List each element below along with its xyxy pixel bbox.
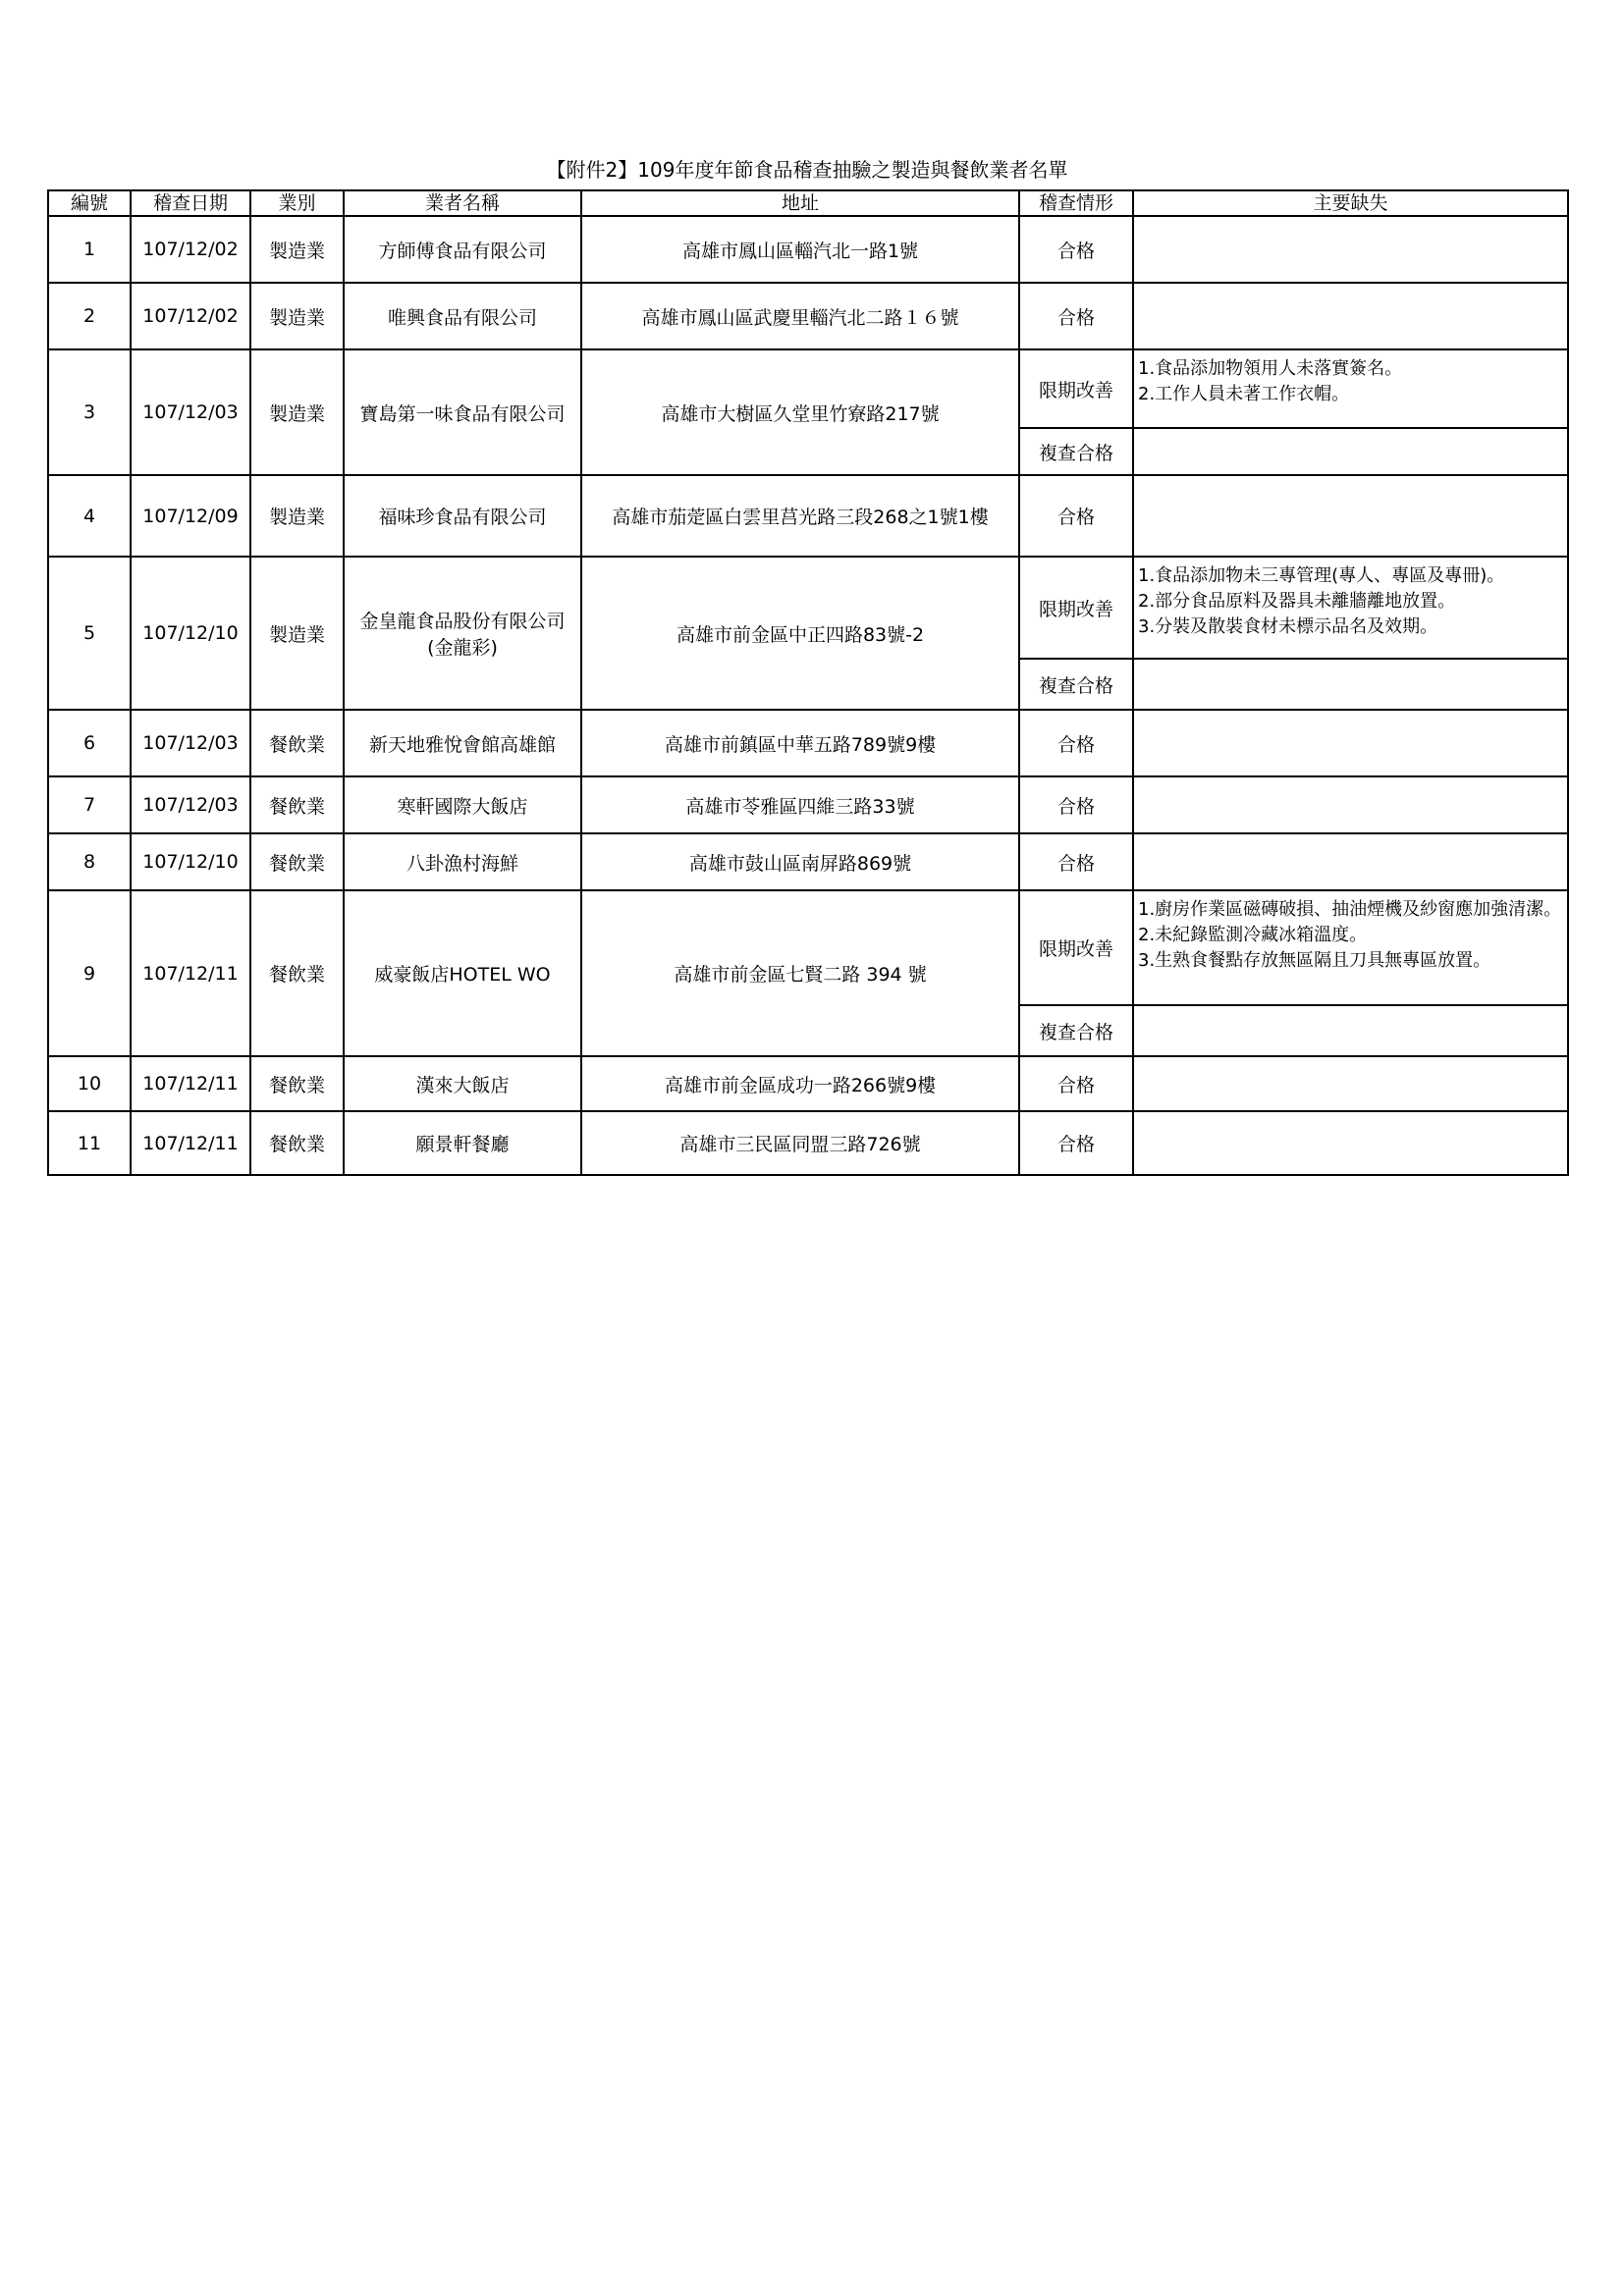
table-row: [48, 833, 1568, 890]
row-type: 製造業: [250, 349, 344, 475]
page-title: 【附件2】109年度年節食品稽查抽驗之製造與餐飲業者名單: [546, 158, 1068, 182]
header-date: 稽查日期: [131, 190, 250, 216]
defect-item: 3.分裝及散裝食材未標示品名及效期。: [1138, 616, 1438, 637]
row-status: 合格: [1019, 833, 1133, 890]
row-address: 高雄市前金區七賢二路 394 號: [581, 890, 1019, 1056]
row-recheck-defects: [1133, 428, 1568, 475]
row-date: 107/12/02: [131, 283, 250, 349]
table-row: [48, 475, 1568, 557]
row-recheck-status: 複查合格: [1019, 659, 1133, 710]
defect-item: 2.未紀錄監測冷藏冰箱溫度。: [1138, 925, 1368, 945]
header-status: 稽查情形: [1019, 190, 1133, 216]
header-row: [48, 190, 1568, 216]
row-company-name: 漢來大飯店: [344, 1056, 581, 1111]
header-defects: 主要缺失: [1133, 190, 1568, 216]
row-status: 限期改善: [1019, 890, 1133, 1005]
defect-item: 2.工作人員未著工作衣帽。: [1138, 384, 1350, 404]
row-defects: [1133, 1111, 1568, 1175]
row-company-name: 唯興食品有限公司: [344, 283, 581, 349]
row-no: 3: [48, 349, 131, 475]
table-row: [48, 776, 1568, 833]
row-date: 107/12/11: [131, 1111, 250, 1175]
row-company-name: [344, 557, 581, 710]
row-status: 合格: [1019, 1056, 1133, 1111]
row-defects: [1133, 1056, 1568, 1111]
row-address: 高雄市苓雅區四維三路33號: [581, 776, 1019, 833]
defect-item: 1.食品添加物領用人未落實簽名。: [1138, 358, 1403, 379]
table-row: [48, 1056, 1568, 1111]
row-defects: [1133, 475, 1568, 557]
row-address: 高雄市鳳山區武慶里輜汽北二路１６號: [581, 283, 1019, 349]
row-date: 107/12/03: [131, 349, 250, 475]
row-defects: [1133, 349, 1568, 428]
table-row: [48, 349, 1568, 428]
row-status: 限期改善: [1019, 557, 1133, 659]
defect-item: 1.廚房作業區磁磚破損、抽油煙機及紗窗應加強清潔。: [1138, 899, 1562, 920]
row-type: 餐飲業: [250, 1111, 344, 1175]
header-name: 業者名稱: [344, 190, 581, 216]
row-defects: [1133, 710, 1568, 776]
row-no: 4: [48, 475, 131, 557]
row-status: 合格: [1019, 776, 1133, 833]
defect-item: 3.生熟食餐點存放無區隔且刀具無專區放置。: [1138, 950, 1491, 971]
row-recheck-status: 複查合格: [1019, 1005, 1133, 1056]
row-date: 107/12/11: [131, 1056, 250, 1111]
company-name-line: 金皇龍食品股份有限公司: [359, 611, 566, 632]
row-type: 餐飲業: [250, 890, 344, 1056]
row-no: 2: [48, 283, 131, 349]
row-date: 107/12/10: [131, 557, 250, 710]
row-type: 餐飲業: [250, 833, 344, 890]
row-no: 10: [48, 1056, 131, 1111]
row-date: 107/12/03: [131, 776, 250, 833]
defect-item: 2.部分食品原料及器具未離牆離地放置。: [1138, 591, 1456, 612]
row-no: 9: [48, 890, 131, 1056]
row-address: 高雄市前金區中正四路83號-2: [581, 557, 1019, 710]
row-address: 高雄市鼓山區南屏路869號: [581, 833, 1019, 890]
defect-item: 1.食品添加物未三專管理(專人、專區及專冊)。: [1138, 565, 1505, 586]
row-recheck-defects: [1133, 1005, 1568, 1056]
header-type: 業別: [250, 190, 344, 216]
row-defects: [1133, 890, 1568, 1005]
row-no: 7: [48, 776, 131, 833]
row-company-name: 八卦漁村海鮮: [344, 833, 581, 890]
row-status: 合格: [1019, 216, 1133, 283]
inspection-table: [47, 189, 1569, 1176]
row-type: 餐飲業: [250, 1056, 344, 1111]
row-address: 高雄市前鎮區中華五路789號9樓: [581, 710, 1019, 776]
row-company-name: 新天地雅悅會館高雄館: [344, 710, 581, 776]
row-address: 高雄市茄萣區白雲里莒光路三段268之1號1樓: [581, 475, 1019, 557]
header-address: 地址: [581, 190, 1019, 216]
row-type: 餐飲業: [250, 710, 344, 776]
row-status: 合格: [1019, 475, 1133, 557]
row-address: 高雄市鳳山區輜汽北一路1號: [581, 216, 1019, 283]
table-row: [48, 216, 1568, 283]
row-type: 餐飲業: [250, 776, 344, 833]
row-status: 合格: [1019, 1111, 1133, 1175]
row-status: 合格: [1019, 710, 1133, 776]
row-no: 6: [48, 710, 131, 776]
row-company-name: 願景軒餐廳: [344, 1111, 581, 1175]
row-defects: [1133, 557, 1568, 659]
table-row: [48, 283, 1568, 349]
row-recheck-status: 複查合格: [1019, 428, 1133, 475]
row-company-name: 寒軒國際大飯店: [344, 776, 581, 833]
row-type: 製造業: [250, 283, 344, 349]
row-company-name: 威豪飯店HOTEL WO: [344, 890, 581, 1056]
row-defects: [1133, 833, 1568, 890]
row-date: 107/12/09: [131, 475, 250, 557]
row-address: 高雄市三民區同盟三路726號: [581, 1111, 1019, 1175]
row-company-name: 福味珍食品有限公司: [344, 475, 581, 557]
row-date: 107/12/10: [131, 833, 250, 890]
row-status: 合格: [1019, 283, 1133, 349]
row-address: 高雄市前金區成功一路266號9樓: [581, 1056, 1019, 1111]
header-no: 編號: [48, 190, 131, 216]
row-defects: [1133, 216, 1568, 283]
row-company-name: 寶島第一味食品有限公司: [344, 349, 581, 475]
row-company-name: 方師傅食品有限公司: [344, 216, 581, 283]
company-name-brand: (金龍彩): [427, 637, 498, 659]
row-date: 107/12/02: [131, 216, 250, 283]
row-type: 製造業: [250, 216, 344, 283]
table-row: [48, 890, 1568, 1005]
row-type: 製造業: [250, 557, 344, 710]
row-date: 107/12/03: [131, 710, 250, 776]
row-status: 限期改善: [1019, 349, 1133, 428]
table-row: [48, 557, 1568, 659]
row-defects: [1133, 283, 1568, 349]
row-defects: [1133, 776, 1568, 833]
row-recheck-defects: [1133, 659, 1568, 710]
row-no: 5: [48, 557, 131, 710]
row-no: 1: [48, 216, 131, 283]
row-date: 107/12/11: [131, 890, 250, 1056]
row-no: 11: [48, 1111, 131, 1175]
row-address: 高雄市大樹區久堂里竹寮路217號: [581, 349, 1019, 475]
row-type: 製造業: [250, 475, 344, 557]
row-no: 8: [48, 833, 131, 890]
table-row: [48, 710, 1568, 776]
table-row: [48, 1111, 1568, 1175]
